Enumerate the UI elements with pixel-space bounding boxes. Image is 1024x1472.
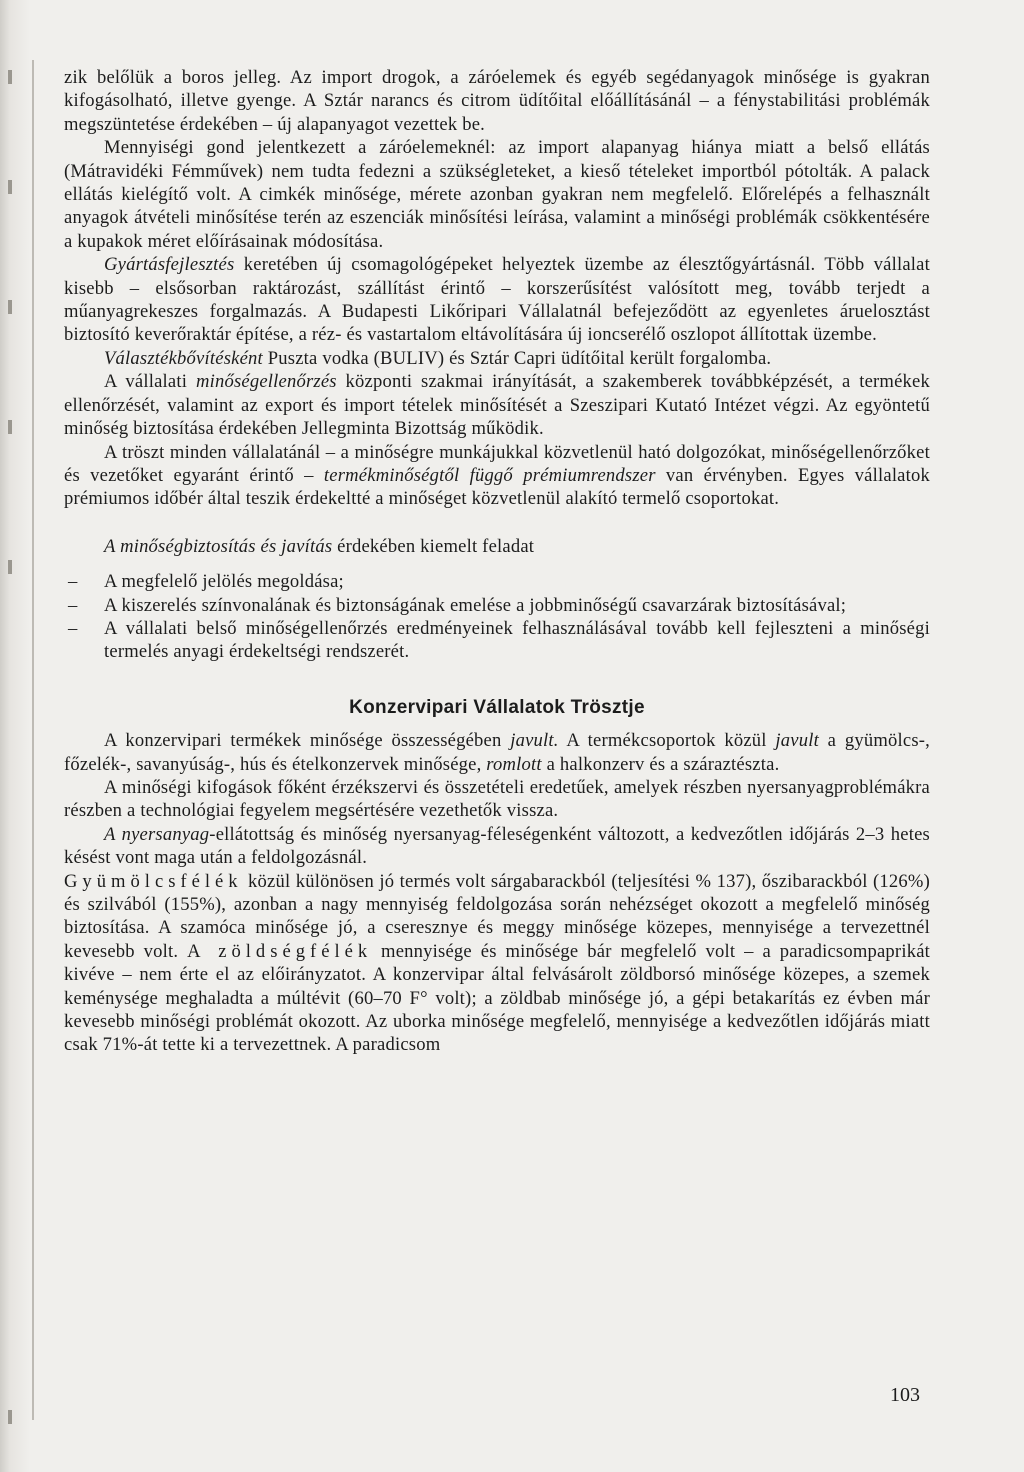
list-item-text: A vállalati belső minőségellenőrzés eredményeinek felhasználásával tovább kell fejleszteni a minőségi termelés anyagi érdekeltségi rendszerét.: [104, 617, 930, 663]
page-body: [64, 66, 930, 1057]
paragraph-text: van érvényben. Egyes vállalatok prémiumos időbér által teszik érdekeltté a minőséget közvetlenül alakító termelő csoportokat.: [64, 464, 930, 510]
section-heading: Konzervipari Vállalatok Trösztje: [349, 696, 645, 718]
page-number: 103: [890, 1384, 920, 1406]
paragraph-text: a halkonzerv és a száraztészta.: [541, 753, 780, 775]
paragraph: [64, 370, 930, 440]
paragraph: [64, 870, 930, 1057]
binding-mark: [8, 180, 12, 194]
paragraph: [64, 441, 930, 511]
spacer: [64, 719, 930, 729]
paragraph-text: a gyümölcs-, főzelék-, savanyúság-, hús és ételkonzervek minősége,: [64, 730, 930, 775]
binding-line: [32, 60, 34, 1420]
paragraph-text: A termékcsoportok közül: [558, 730, 776, 752]
paragraph-text: -ellátottság és minőség nyersanyag-féleségenként változott, a kedvezőtlen időjárás 2–3 hetes késést vont maga után a feldolgozásnál.: [64, 823, 930, 869]
list-item: [64, 617, 930, 664]
emphasis: Választékbővítésként: [104, 347, 263, 369]
binding-mark: [8, 560, 12, 574]
paragraph-text: keretében új csomagológépeket helyeztek üzembe az élesztőgyártásnál. Több vállalat kisebb – elsősorban raktározást, szállítást érintő – korszerűsítést valósított meg, tovább terjedt a műanyagrekeszes forgalmazás. A Budapesti Likőripari Vállalatnál befejeződött az egyenletes áruelosztást biztosító keverőraktár építése, a réz- és vastartalom eltávolítására új ioncserélő oszlopot állítottak üzembe.: [64, 254, 930, 346]
paragraph: [64, 823, 930, 870]
paragraph-text: A konzervipari termékek minősége összességében: [104, 730, 511, 752]
binding-mark: [8, 70, 12, 84]
list-item-text: A kiszerelés színvonalának és biztonságának emelése a jobbminőségű csavarzárak biztosításával;: [104, 594, 847, 616]
emphasis: javult.: [510, 730, 559, 752]
binding-mark: [8, 300, 12, 314]
paragraph-text: A vállalati: [104, 371, 196, 393]
binding-mark: [8, 420, 12, 434]
spaced-term: A zöldségfélék: [187, 940, 373, 962]
paragraph-text: Puszta vodka (BULIV) és Sztár Capri üdítőital került forgalomba.: [262, 347, 772, 369]
paragraph: [64, 729, 930, 776]
spacer: [64, 511, 930, 535]
paragraph-text: mennyisége és minősége bár megfelelő volt – a paradicsompaprikát kivéve – nem érte el az előirányzatot. A konzervipar által felvásárolt zöldborsó minősége közepes, a szemek keménysége meghaladta a múltévit (60–70 F° volt); a zöldbab minősége jó, a gépi betakarítás ez évben már kevesebb minőségi problémát okozott. Az uborka minősége megfelelő, mennyisége a kedvezőtlen időjárás miatt csak 71%-át tette ki a tervezettnek. A paradicsom: [64, 940, 931, 1056]
list-dash: –: [68, 571, 78, 593]
spacer: [64, 664, 930, 696]
spacer: [64, 558, 930, 570]
spaced-term: Gyümölcsfélék: [64, 870, 243, 892]
emphasis: termékminőségtől függő prémiumrendszer: [323, 464, 656, 486]
paragraph-text: közül különösen jó termés volt sárgabarackból (teljesítési % 137), őszibarackból (126%) és szilvából (155%), azonban a nagy mennyiség feldolgozása során nehézséget okozott a megfelelő minőség biztosítása. A szamóca minősége jó, a cseresznye és meggy minősége közepes, mennyisége a tervezettnél kevesebb volt.: [64, 870, 930, 962]
paragraph: [64, 253, 930, 347]
list-dash: –: [68, 617, 78, 639]
emphasis: Gyártásfejlesztés: [104, 254, 235, 276]
emphasis: minőségellenőrzés: [195, 371, 337, 393]
emphasis: A minőségbiztosítás és javítás: [104, 535, 333, 557]
emphasis: romlott: [486, 753, 542, 775]
paragraph-text: érdekében kiemelt feladat: [332, 535, 535, 557]
paragraph: A minőségi kifogások főként érzékszervi és összetételi eredetűek, amelyek részben nyersanyagproblémákra részben a technológiai fegyelem megsértésére vezethetők vissza.: [64, 776, 930, 822]
binding-mark: [8, 1410, 12, 1424]
emphasis: A nyersanyag: [104, 823, 210, 845]
emphasis: javult: [775, 730, 819, 752]
paragraph: Mennyiségi gond jelentkezett a záróelemeknél: az import alapanyag hiánya miatt a belső ellátás (Mátravidéki Fémművek) nem tudta fedezni a szükségleteket, a kieső tételeket importból pótolták. A palack ellátás kielégítő volt. A cimkék minősége, mérete azonban gyakran nem megfelelő. Előrelépés a felhasznált anyagok átvételi minősítése terén az eszenciák minősítési leírása, valamint a minőségi problémák csökkentésére a kupakok méret előírásainak módosítása.: [64, 137, 930, 252]
paragraph: [64, 347, 930, 370]
paragraph-text: A tröszt minden vállalatánál – a minőségre munkájukkal közvetlenül ható dolgozókat, minőségellenőrzőket és vezetőket egyaránt érintő –: [64, 441, 930, 486]
task-list: [64, 570, 930, 664]
list-item: [64, 570, 930, 593]
paragraph: zik belőlük a boros jelleg. Az import drogok, a záróelemek és egyéb segédanyagok minősége is gyakran kifogásolható, illetve gyenge. A Sztár narancs és citrom üdítőital előállításánál – a fénystabilitási problémák megszüntetése érdekében – új alapanyagot vezettek be.: [64, 67, 930, 135]
binding-edge: [0, 0, 36, 1472]
paragraph-text: központi szakmai irányítását, a szakemberek továbbképzését, a termékek ellenőrzését, valamint az export és import tételek minősítését a Szeszipari Kutató Intézet végzi. Az egyöntetű minőség biztosítása érdekében Jellegminta Bizottság működik.: [64, 371, 930, 440]
list-item: [64, 594, 930, 617]
list-item-text: A megfelelő jelölés megoldása;: [104, 571, 344, 593]
paragraph: [64, 535, 930, 558]
list-dash: –: [68, 594, 78, 616]
